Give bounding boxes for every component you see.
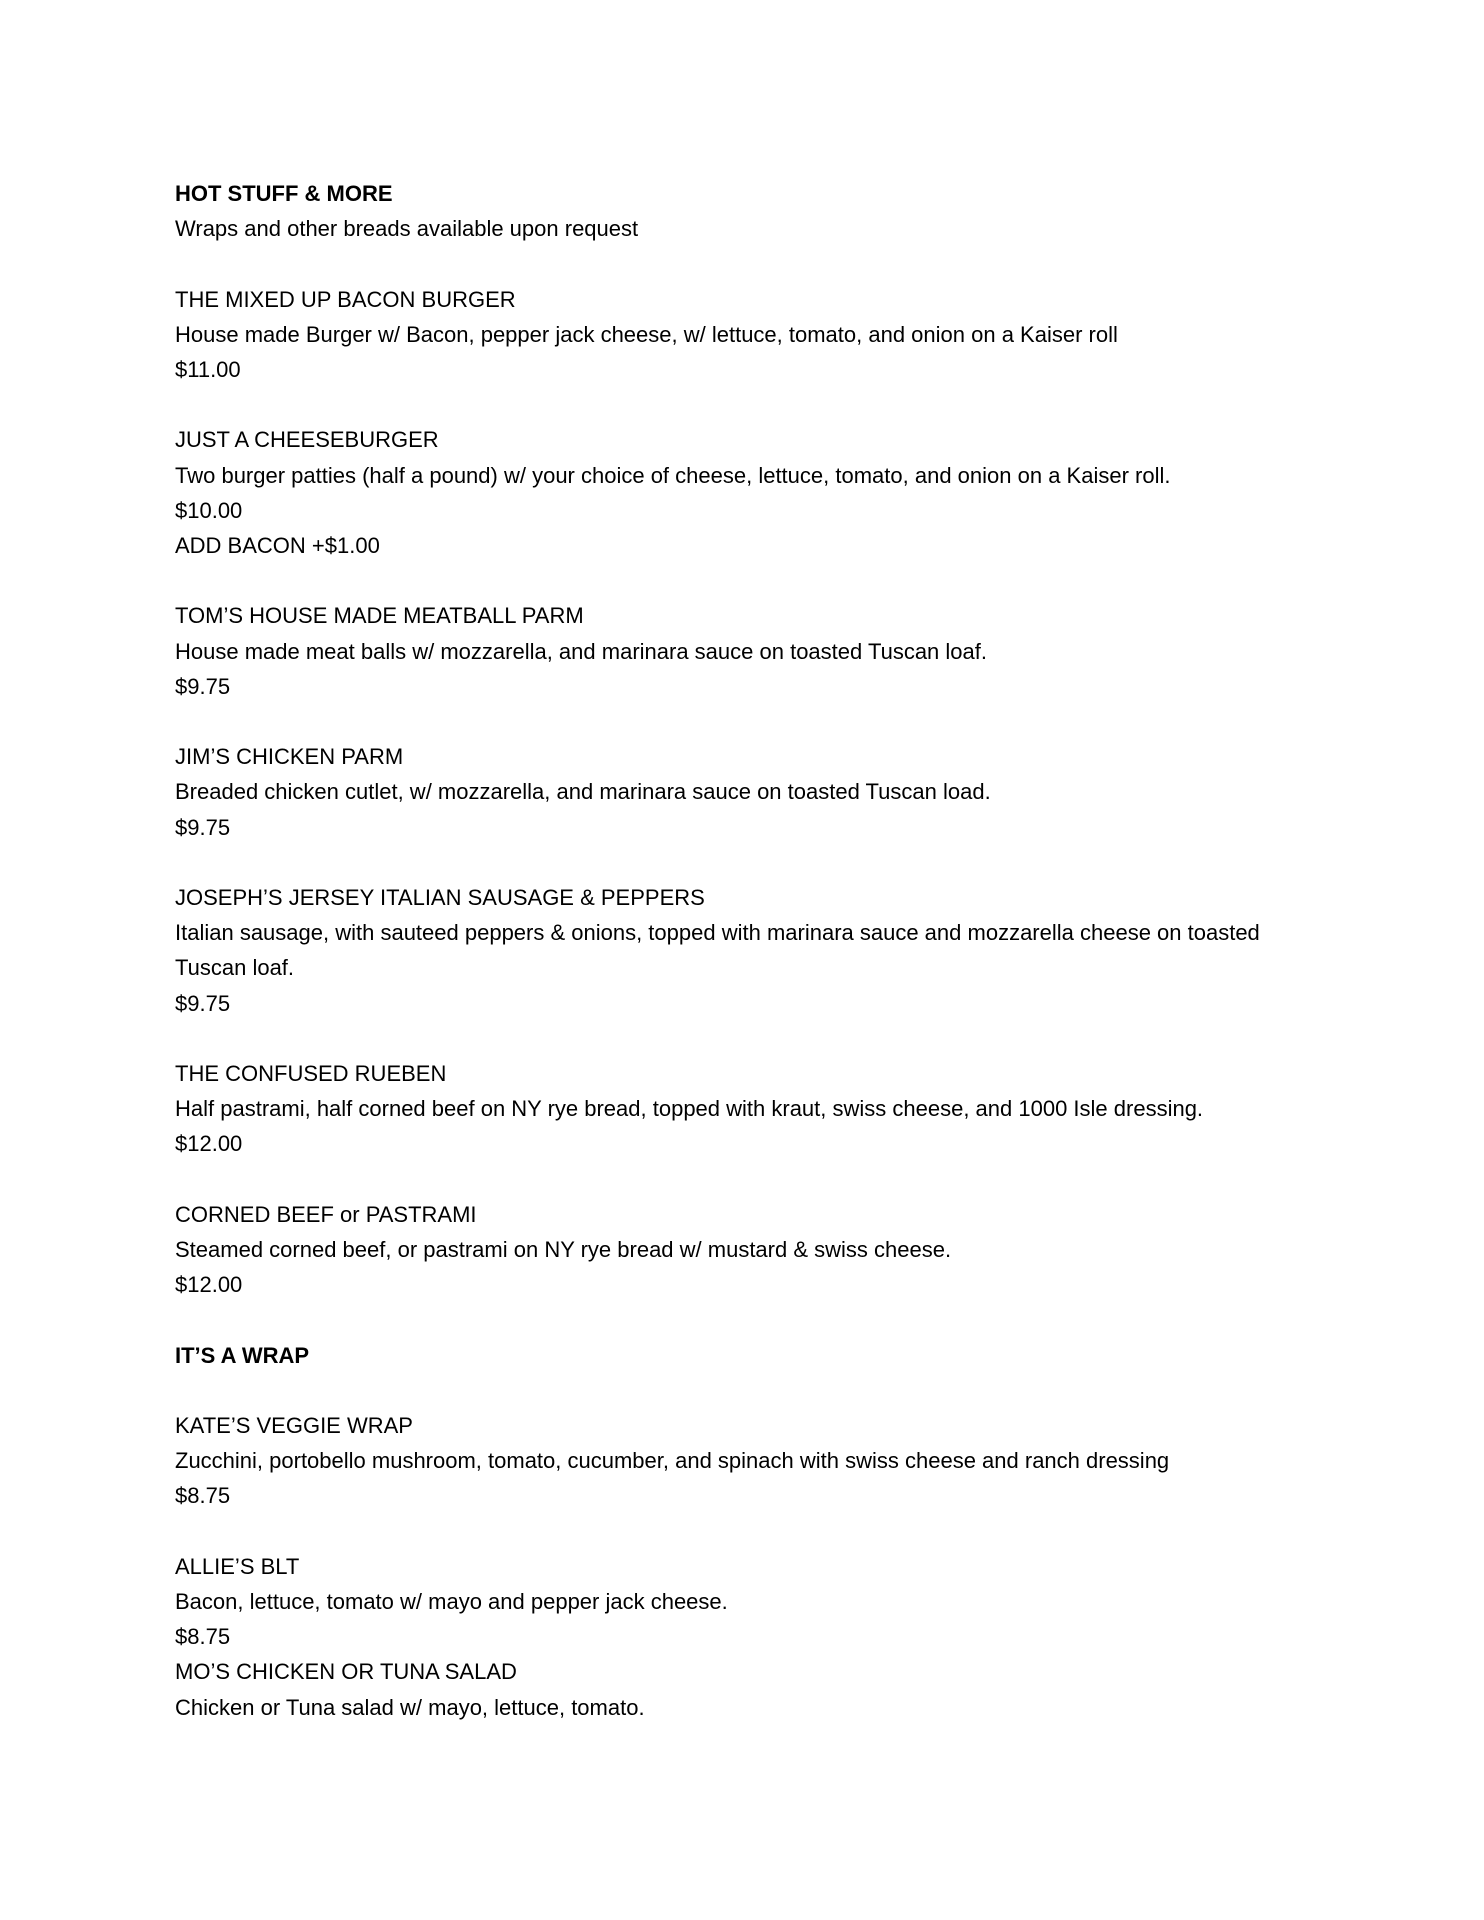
item-price: $9.75 (175, 814, 231, 840)
item-price: $8.75 (175, 1624, 231, 1650)
item-description: Steamed corned beef, or pastrami on NY rye bread w/ mustard & swiss cheese. (175, 1236, 952, 1262)
item-price: $10.00 (175, 497, 243, 523)
item-name: JIM’S CHICKEN PARM (175, 744, 404, 770)
item-description: Chicken or Tuna salad w/ mayo, lettuce, tomato. (175, 1694, 645, 1720)
item-name: JOSEPH’S JERSEY ITALIAN SAUSAGE & PEPPERS (175, 884, 705, 910)
item-description: Bacon, lettuce, tomato w/ mayo and pepper jack cheese. (175, 1588, 728, 1614)
menu-item (175, 880, 1375, 1021)
item-addon: ADD BACON +$1.00 (175, 533, 380, 558)
section-hot-stuff (175, 176, 1375, 246)
menu-item (175, 598, 1375, 704)
item-name: THE CONFUSED RUEBEN (175, 1060, 447, 1086)
item-name: KATE’S VEGGIE WRAP (175, 1412, 413, 1438)
menu-item (175, 1654, 1375, 1724)
item-description: Two burger patties (half a pound) w/ your choice of cheese, lettuce, tomato, and onion on a Kaiser roll. (175, 462, 1171, 488)
section-subtitle: Wraps and other breads available upon request (175, 216, 639, 242)
menu-item (175, 282, 1375, 388)
item-name: MO’S CHICKEN OR TUNA SALAD (175, 1659, 517, 1685)
menu-item (175, 1549, 1375, 1655)
menu-item (175, 1056, 1375, 1162)
item-description: House made Burger w/ Bacon, pepper jack cheese, w/ lettuce, tomato, and onion on a Kaiser roll (175, 321, 1118, 347)
item-description: House made meat balls w/ mozzarella, and marinara sauce on toasted Tuscan loaf. (175, 638, 987, 664)
item-price: $12.00 (175, 1131, 243, 1157)
item-description: Half pastrami, half corned beef on NY rye bread, topped with kraut, swiss cheese, and 1000 Isle dressing. (175, 1096, 1204, 1122)
section-its-a-wrap (175, 1338, 1375, 1373)
item-price: $12.00 (175, 1272, 243, 1298)
item-description: Italian sausage, with sauteed peppers & onions, topped with marinara sauce and mozzarella cheese on toasted Tuscan loaf. (175, 920, 1260, 981)
item-name: THE MIXED UP BACON BURGER (175, 286, 516, 312)
item-price: $8.75 (175, 1483, 231, 1509)
section-title: IT’S A WRAP (175, 1342, 310, 1368)
item-price: $11.00 (175, 357, 241, 382)
menu-page (175, 176, 1375, 1760)
item-price: $9.75 (175, 990, 231, 1016)
item-description: Breaded chicken cutlet, w/ mozzarella, and marinara sauce on toasted Tuscan load. (175, 779, 991, 805)
menu-item (175, 1408, 1375, 1514)
item-name: TOM’S HOUSE MADE MEATBALL PARM (175, 603, 584, 629)
section-title: HOT STUFF & MORE (175, 181, 393, 206)
item-price: $9.75 (175, 673, 231, 699)
menu-item (175, 1197, 1375, 1303)
item-name: JUST A CHEESEBURGER (175, 427, 439, 453)
menu-item (175, 739, 1375, 845)
item-name: CORNED BEEF or PASTRAMI (175, 1201, 477, 1227)
menu-item (175, 422, 1375, 563)
item-name: ALLIE’S BLT (175, 1553, 300, 1579)
item-description: Zucchini, portobello mushroom, tomato, cucumber, and spinach with swiss cheese and ranch dressing (175, 1448, 1170, 1474)
